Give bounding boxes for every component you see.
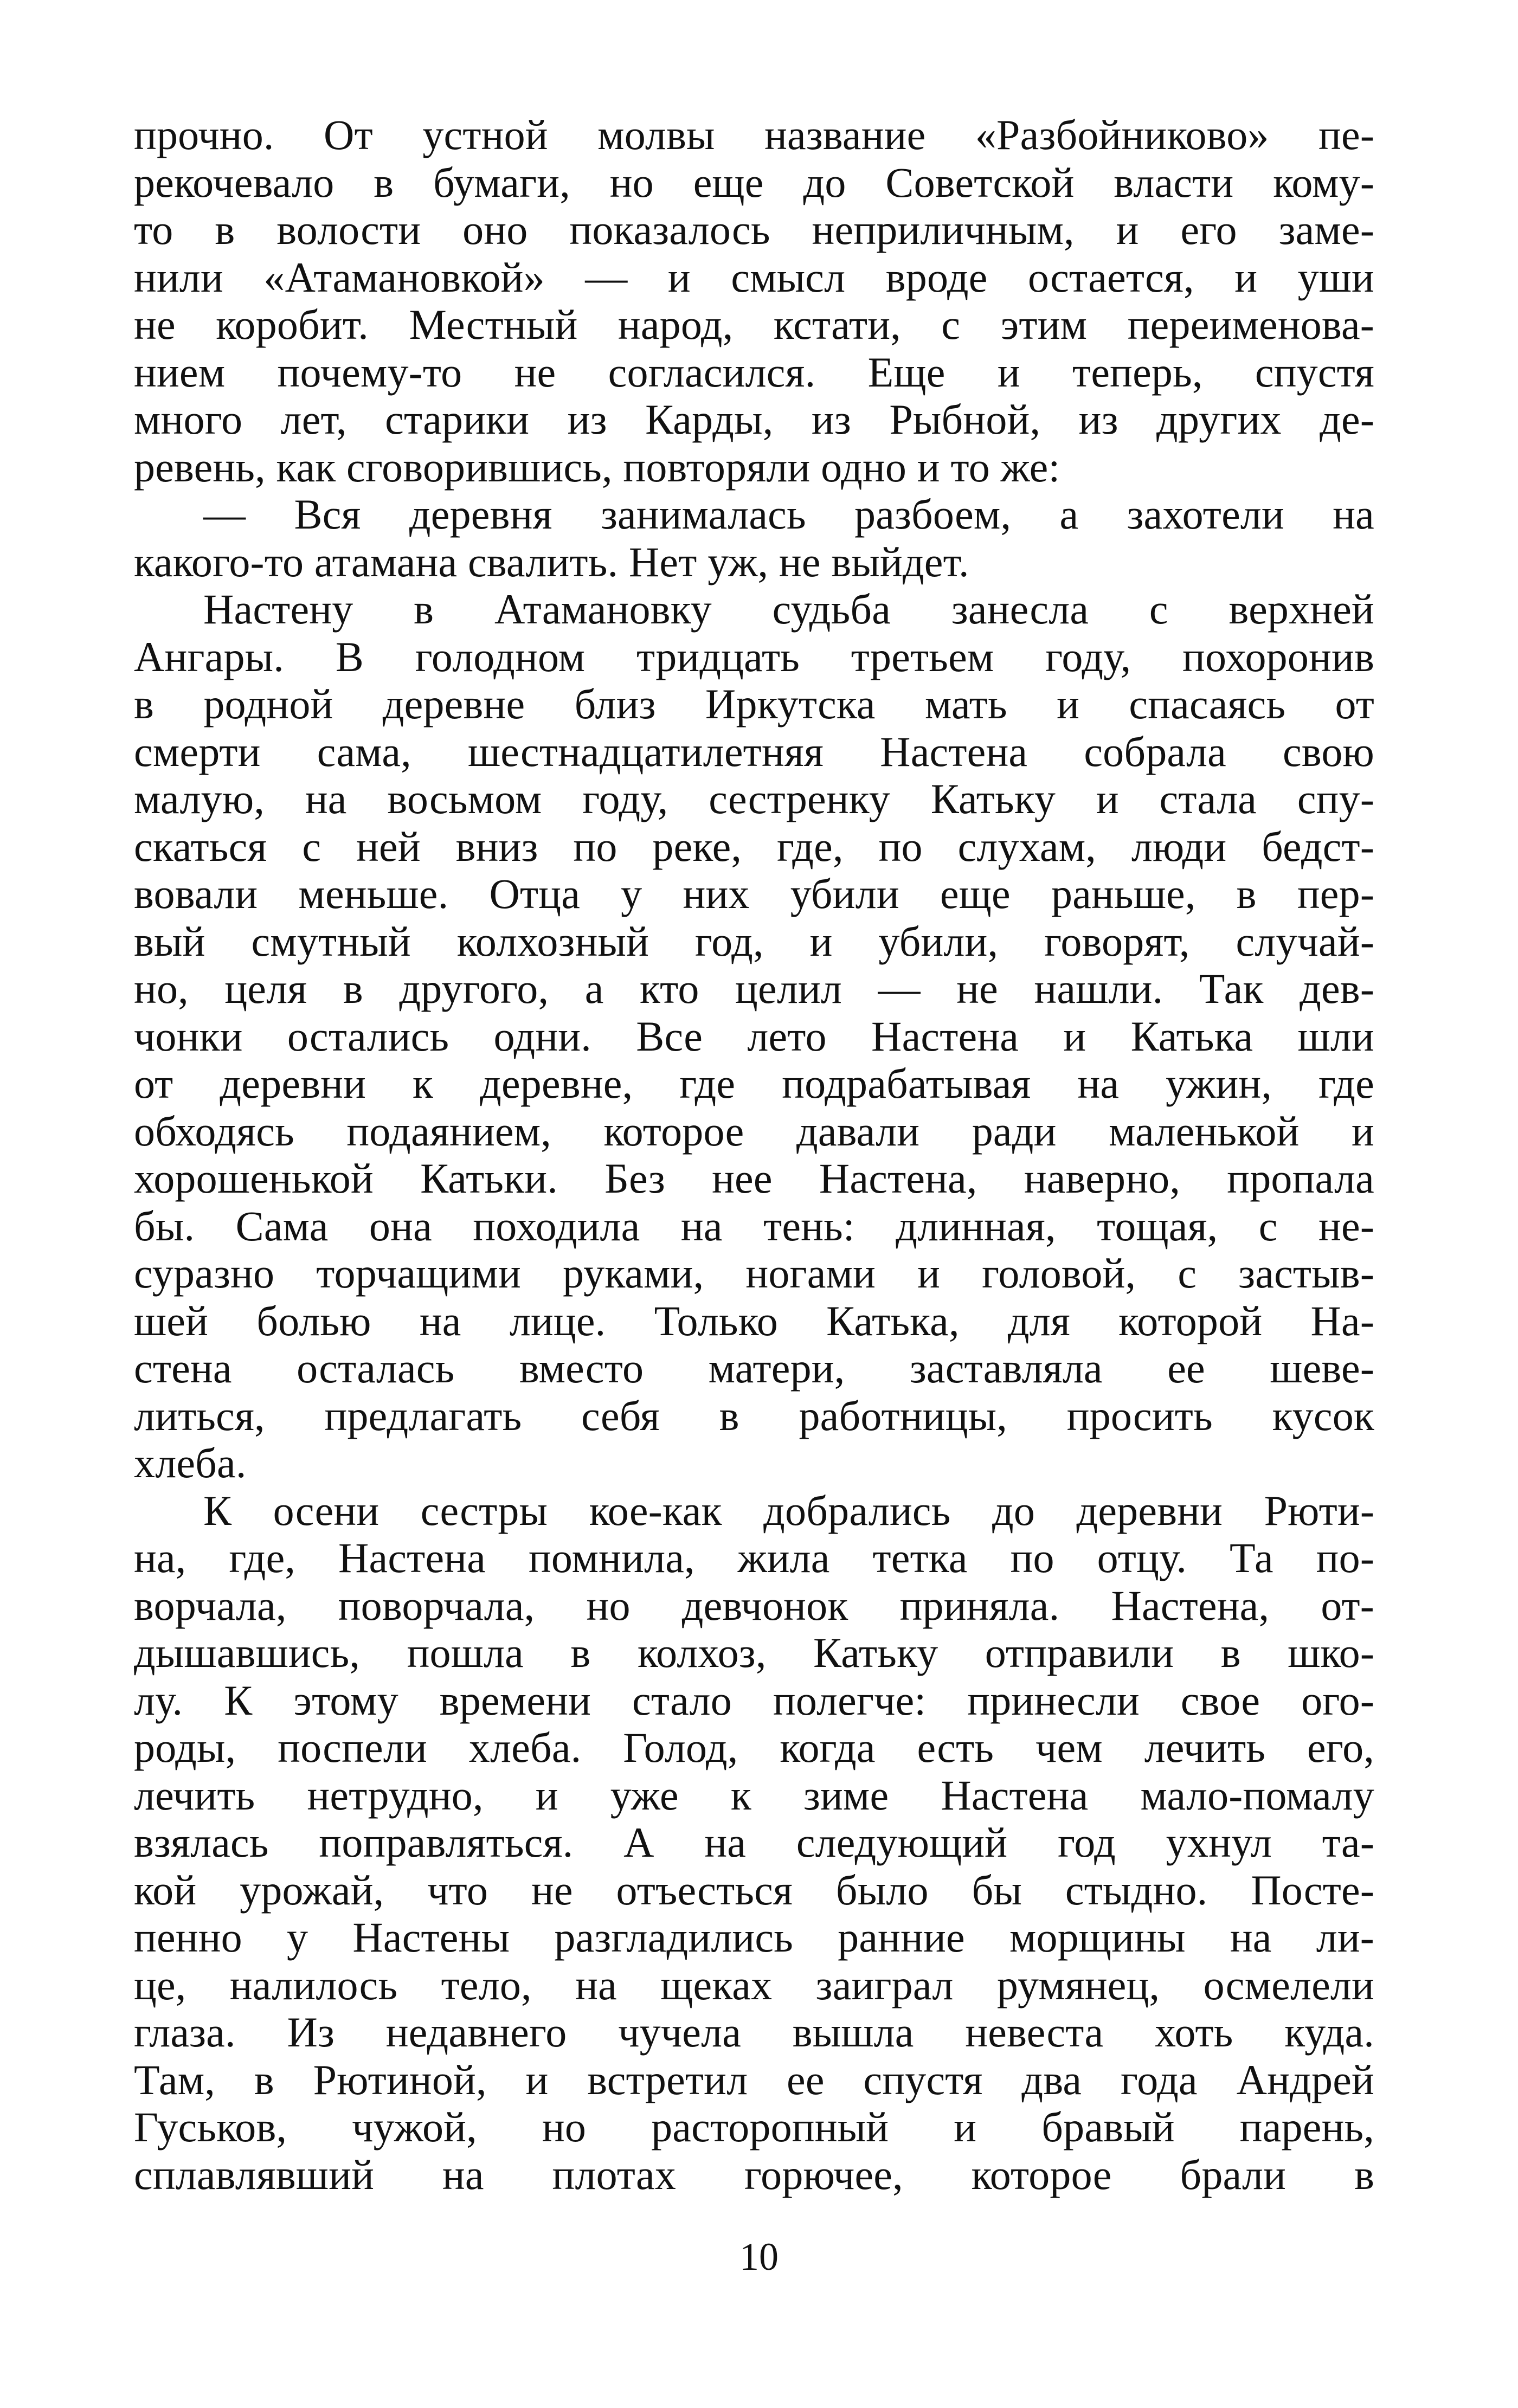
text-line: лу. К этому времени стало полегче: принесли свое ого- <box>134 1676 1374 1724</box>
text-line: ревень, как сговорившись, повторяли одно и то же: <box>134 443 1060 491</box>
text-line: от деревни к деревне, где подрабатывая на ужин, где <box>134 1060 1374 1107</box>
text-line: ворчала, поворчала, но девчонок приняла. Настена, от- <box>134 1581 1374 1629</box>
text-line: обходясь подаянием, которое давали ради маленькой и <box>134 1107 1374 1155</box>
body-text <box>134 111 1374 2198</box>
text-line: взялась поправляться. А на следующий год ухнул та- <box>134 1819 1374 1866</box>
text-line: чонки остались одни. Все лето Настена и Катька шли <box>134 1012 1374 1060</box>
text-line: глаза. Из недавнего чучела вышла невеста хоть куда. <box>134 2008 1374 2056</box>
text-line: смерти сама, шестнадцатилетняя Настена собрала свою <box>134 727 1374 775</box>
text-line: вовали меньше. Отца у них убили еще раньше, в пер- <box>134 870 1374 917</box>
text-line: литься, предлагать себя в работницы, просить кусок <box>134 1392 1374 1439</box>
text-line: кой урожай, что не отъесться было бы стыдно. Посте- <box>134 1866 1374 1914</box>
text-line: Гуськов, чужой, но расторопный и бравый парень, <box>134 2103 1374 2151</box>
text-line: Настену в Атамановку судьба занесла с верхней <box>203 585 1374 633</box>
text-line: хорошенькой Катьки. Без нее Настена, наверно, пропала <box>134 1155 1374 1202</box>
page-number: 10 <box>739 2235 779 2278</box>
text-line: дышавшись, пошла в колхоз, Катьку отправили в шко- <box>134 1629 1374 1676</box>
text-line: роды, поспели хлеба. Голод, когда есть чем лечить его, <box>134 1724 1374 1771</box>
text-line: в родной деревне близ Иркутска мать и спасаясь от <box>134 680 1374 727</box>
text-line: — Вся деревня занималась разбоем, а захотели на <box>203 491 1374 538</box>
text-line: лечить нетрудно, и уже к зиме Настена мало-помалу <box>134 1771 1374 1819</box>
text-line: шей болью на лице. Только Катька, для которой На- <box>134 1297 1374 1344</box>
text-line: хлеба. <box>134 1439 247 1486</box>
paragraph <box>134 111 1374 491</box>
text-line: стена осталась вместо матери, заставляла ее шеве- <box>134 1344 1374 1392</box>
text-line: пенно у Настены разгладились ранние морщины на ли- <box>134 1914 1374 1961</box>
paragraph <box>134 1487 1374 2199</box>
text-line: не коробит. Местный народ, кстати, с этим переименова- <box>134 301 1374 348</box>
text-line: Ангары. В голодном тридцать третьем году, похоронив <box>134 633 1374 680</box>
text-line: много лет, старики из Карды, из Рыбной, из других де- <box>134 396 1374 443</box>
text-line: це, налилось тело, на щеках заиграл румянец, осмелели <box>134 1961 1374 2008</box>
text-line: сплавлявший на плотах горючее, которое брали в <box>134 2151 1374 2198</box>
paragraph <box>134 491 1374 585</box>
text-line: рекочевало в бумаги, но еще до Советской власти кому- <box>134 158 1374 206</box>
text-line: малую, на восьмом году, сестренку Катьку и стала спу- <box>134 775 1374 822</box>
text-line: Там, в Рютиной, и встретил ее спустя два года Андрей <box>134 2056 1374 2103</box>
text-line: на, где, Настена помнила, жила тетка по отцу. Та по- <box>134 1534 1374 1581</box>
text-line: прочно. От устной молвы название «Разбойниково» пе- <box>134 111 1374 158</box>
paragraph <box>134 585 1374 1487</box>
text-line: нием почему-то не согласился. Еще и теперь, спустя <box>134 348 1374 396</box>
text-line: бы. Сама она походила на тень: длинная, тощая, с не- <box>134 1202 1374 1250</box>
text-line: какого-то атамана свалить. Нет уж, не выйдет. <box>134 538 969 585</box>
text-line: но, целя в другого, а кто целил — не нашли. Так дев- <box>134 965 1374 1012</box>
text-line: вый смутный колхозный год, и убили, говорят, случай- <box>134 917 1374 965</box>
text-line: суразно торчащими руками, ногами и головой, с застыв- <box>134 1250 1374 1297</box>
text-line: скаться с ней вниз по реке, где, по слухам, люди бедст- <box>134 822 1374 870</box>
text-line: нили «Атамановкой» — и смысл вроде остается, и уши <box>134 253 1374 301</box>
text-line: К осени сестры кое-как добрались до деревни Рюти- <box>203 1486 1374 1534</box>
text-line: то в волости оно показалось неприличным, и его заме- <box>134 206 1374 253</box>
